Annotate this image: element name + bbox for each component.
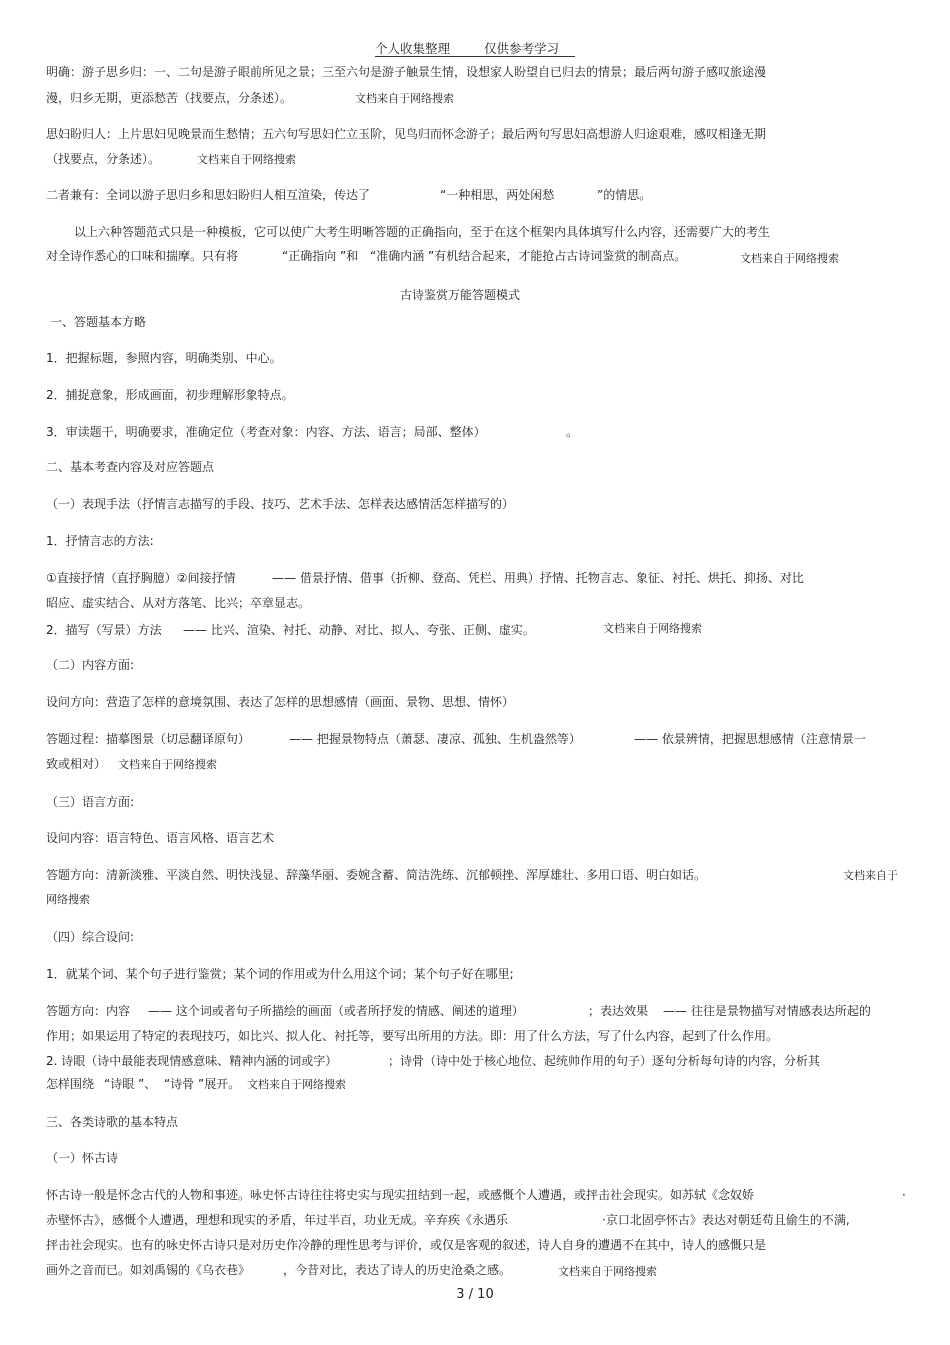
s2-sub4: （四）综合设问:	[46, 930, 135, 944]
s2-z2e: 作用；如果运用了特定的表现技巧，如比兴、拟人化、衬托等，要写出所用的方法。即：用了什么方法，写了什么内容，起到了什么作用。	[46, 1029, 779, 1043]
s2-z2b: —— 这个词或者句子所描绘的画面（或者所抒发的情感、阐述的道理）	[148, 1004, 524, 1018]
source-note: 文档来自于网络搜索	[247, 1078, 346, 1091]
s2-c2c: —— 依景辨情，把握思想感情（注意情景一	[634, 732, 866, 746]
source-note: 文档来自于网络搜索	[197, 153, 296, 166]
s2-y1: 设问内容：语言特色、语言风格、语言艺术	[46, 831, 275, 845]
p4-line1: 以上六种答题范式只是一种模板，它可以使广大考生明晰答题的正确指向，至于在这个框架内具体填写什么内容，还需要广大的考生	[74, 225, 771, 239]
page-header	[375, 41, 575, 57]
p1-line2: 漫，归乡无期，更添愁苦（找要点，分条述）。	[46, 91, 293, 105]
s1-item1: 1．把握标题，参照内容，明确类别、中心。	[46, 351, 282, 365]
s2-sub1: （一）表现手法（抒情言志描写的手段、技巧、艺术手法、怎样表达感情活怎样描写的）	[46, 497, 515, 511]
s3-h3: 抨击社会现实。也有的咏史怀古诗只是对历史作冷静的理性思考与评价，或仅是客观的叙述，诗人自身的遭遇不在其中，诗人的感慨只是	[46, 1238, 767, 1252]
s3-h1-dot: ·	[902, 1188, 906, 1202]
source-note: 文档来自于网络搜索	[603, 622, 702, 635]
p1-line1: 明确：游子思乡归：一、二句是游子眼前所见之景；三至六句是游子触景生情，设想家人盼望自已归去的情景；最后两句游子感叹旅途漫	[46, 65, 767, 79]
p3-a: 二者兼有：全词以游子思归乡和思妇盼归人相互渲染，传达了	[46, 188, 371, 202]
s1-item2: 2．捕捉意象，形成画面，初步理解形象特点。	[46, 388, 294, 402]
s2-z2d: —— 往往是景物描写对情感表达所起的	[663, 1004, 871, 1018]
p2-line1: 思妇盼归人：上片思妇见晚景而生愁情；五六句写思妇伫立玉阶，见鸟归而怀念游子；最后两句写思妇高想游人归途艰难，感叹相逢无期	[46, 127, 767, 141]
s2-m1c: 昭应、虚实结合、从对方落笔、比兴；卒章显志。	[46, 596, 311, 610]
s2-z3c: 怎样围绕	[46, 1077, 95, 1091]
s2-z3d: “诗眼 ”、	[104, 1077, 157, 1091]
page-number: 3 / 10	[456, 1287, 494, 1302]
s3-h4a: 画外之音而已。如刘禹锡的《乌衣巷》	[46, 1263, 251, 1277]
s2-m1b: —— 借景抒情、借事（折柳、登高、凭栏、用典）抒情、托物言志、象征、衬托、烘托、抑扬、对比	[272, 571, 804, 585]
source-note: 文档来自于网络搜索	[355, 92, 454, 105]
s2-m1a: ①直接抒情（直抒胸臆）②间接抒情	[46, 571, 236, 585]
source-note: 文档来自于网络搜索	[118, 758, 217, 771]
p3-b: “一种相思，两处闲愁	[440, 188, 555, 202]
section-title: 古诗鉴赏万能答题模式	[400, 288, 521, 302]
p3-c: ”的情思。	[597, 188, 652, 202]
s2-z3b: ；诗骨（诗中处于核心地位、起统帅作用的句子）逐句分析每句诗的内容，分析其	[388, 1054, 821, 1068]
s2-c2b: —— 把握景物特点（萧瑟、凄凉、孤独、生机盎然等）	[289, 732, 581, 746]
s3-heading: 三、各类诗歌的基本特点	[46, 1115, 179, 1129]
s2-c1: 设问方向：营造了怎样的意境氛围、表达了怎样的思想感情（画面、景物、思想、情怀）	[46, 695, 515, 709]
p4-line2c: “准确内涵 ”有机结合起来，才能抢占古诗词鉴赏的制高点。	[370, 249, 687, 263]
s2-c2a: 答题过程：描摹图景（切忌翻译原句）	[46, 732, 251, 746]
source-note: 文档来自于网络搜索	[740, 252, 839, 265]
s2-z3e: “诗骨 ”展开。	[164, 1077, 241, 1091]
s3-h2a: 赤壁怀古》，感慨个人遭遇，理想和现实的矛盾，年过半百，功业无成。辛弃疾《永遇乐	[46, 1213, 509, 1227]
source-note-a: 文档来自于	[843, 869, 898, 882]
s2-m2a: 2．描写（写景）方法	[46, 623, 162, 637]
s1-item3a: 3．审读题干，明确要求，准确定位（考查对象：内容、方法、语言；局部、整体）	[46, 425, 486, 439]
s2-z2a: 答题方向：内容	[46, 1004, 131, 1018]
s2-z2c: ；表达效果	[588, 1004, 649, 1018]
s3-h2b: ·京口北固亭怀古》表达对朝廷苟且偷生的不满,	[602, 1213, 850, 1227]
s2-heading: 二、基本考查内容及对应答题点	[46, 460, 215, 474]
s2-m2b: —— 比兴、渲染、衬托、动静、对比、拟人、夸张、正侧、虚实。	[183, 623, 535, 637]
source-note-b: 网络搜索	[46, 893, 90, 906]
s3-h4b: ，今昔对比，表达了诗人的历史沧桑之感。	[283, 1263, 512, 1277]
p4-line2a: 对全诗作悉心的口味和揣摩。只有将	[46, 249, 239, 263]
s2-c2d: 致或相对）	[46, 757, 107, 771]
header-right: 仅供参考学习	[484, 41, 560, 56]
s3-h1: 怀古诗一般是怀念古代的人物和事迹。咏史怀古诗往往将史实与现实扭结到一起，或感慨个人遭遇，或抨击社会现实。如苏轼《念奴娇	[46, 1188, 755, 1202]
p4-line2b: “正确指向 ”和	[282, 249, 359, 263]
header-left: 个人收集整理	[375, 41, 451, 56]
s2-sub3: （三）语言方面:	[46, 795, 135, 809]
s2-m1: 1．抒情言志的方法:	[46, 534, 154, 548]
s2-y2: 答题方向：清新淡雅、平淡自然、明快浅显、辞藻华丽、委婉含蓄、简洁洗练、沉郁顿挫、浑厚雄壮、多用口语、明白如话。	[46, 868, 707, 882]
s1-item3b: 。	[566, 425, 579, 439]
p2-line2: （找要点，分条述）。	[46, 152, 161, 166]
s2-sub2: （二）内容方面:	[46, 658, 135, 672]
s1-heading: 一、答题基本方略	[50, 315, 147, 329]
source-note: 文档来自于网络搜索	[558, 1265, 657, 1278]
s2-z1: 1．就某个词、某个句子进行鉴赏；某个词的作用或为什么用这个词；某个句子好在哪里;	[46, 967, 514, 981]
s3-sub1: （一）怀古诗	[46, 1151, 119, 1165]
s2-z3a: 2. 诗眼（诗中最能表现情感意味、精神内涵的词或字）	[46, 1054, 338, 1068]
